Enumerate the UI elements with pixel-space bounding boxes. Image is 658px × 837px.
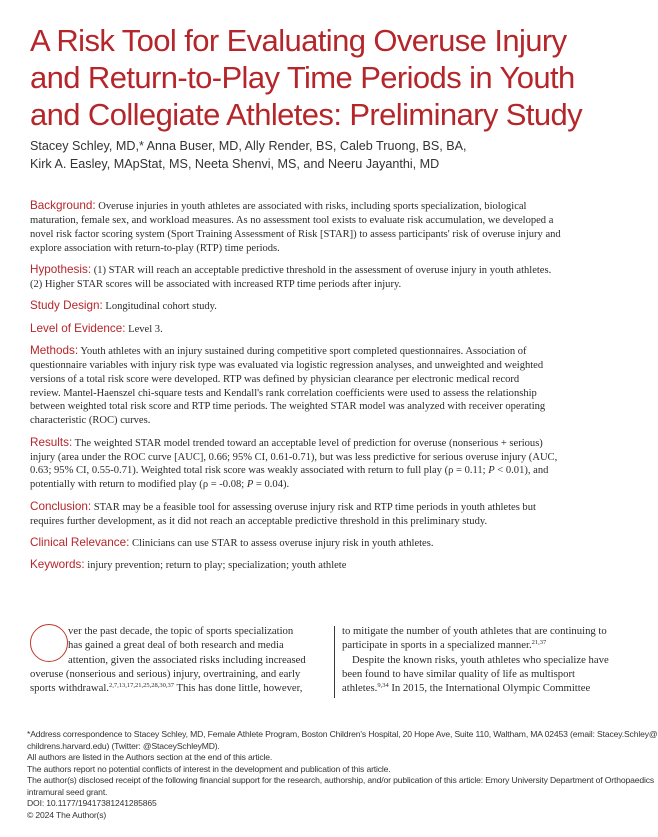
- line-text: This has done little, however,: [173, 682, 303, 695]
- footnote-line: All authors are listed in the Authors section at the end of this article.: [27, 752, 273, 762]
- abstract-line: characteristic (ROC) curves.: [30, 415, 151, 427]
- footnote-line: The author(s) disclosed receipt of the following financial support for the research, authorship, and/or publication of this article: Emory University Department of Orthopaedics: [27, 775, 655, 785]
- line-text: Longitudinal cohort study.: [102, 301, 217, 313]
- abstract-methods: [30, 344, 636, 428]
- section-label: Keywords:: [30, 558, 85, 572]
- line-text: (1) STAR will reach an acceptable predictive threshold in the assessment of overuse injury in youth athletes.: [91, 265, 552, 277]
- p-value-symbol: P: [488, 465, 495, 477]
- title-line: and Return-to-Play Time Periods in Youth: [30, 60, 575, 95]
- body-line: to mitigate the number of youth athletes that are continuing to: [342, 625, 607, 637]
- author-list: [30, 137, 630, 173]
- abstract-line: [30, 500, 636, 515]
- abstract-line: [30, 436, 636, 451]
- section-label: Results:: [30, 435, 73, 449]
- section-label: Background:: [30, 199, 96, 212]
- section-label: Conclusion:: [30, 499, 92, 513]
- line-text: STAR may be a feasible tool for assessing overuse injury risk and RTP time periods in youth athletes but: [91, 501, 536, 513]
- footnote-line: *Address correspondence to Stacey Schley, MD, Female Athlete Program, Boston Children's Hospital, 20 Hope Ave, Suite 110, Waltham, MA 02453 (email: Stacey.Schley@: [27, 729, 658, 739]
- abstract-line: explore association with return-to-play (RTP) time periods.: [30, 242, 280, 254]
- line-text: < 0.01), and: [494, 465, 549, 477]
- section-label: Clinical Relevance:: [30, 535, 130, 549]
- abstract-line: [30, 536, 636, 551]
- abstract-line: requires further development, as it did not reach an acceptable predictive threshold in this preliminary study.: [30, 515, 488, 527]
- section-label: Hypothesis:: [30, 263, 92, 277]
- body-line: Despite the known risks, youth athletes who specialize have: [352, 653, 609, 666]
- line-text: Youth athletes with an injury sustained during competitive sport completed questionnaires. Association of: [78, 345, 527, 357]
- abstract-line: [30, 299, 636, 314]
- abstract-line: [30, 263, 636, 278]
- line-text: Overuse injuries in youth athletes are associated with risks, including sports specialization, biological: [95, 201, 527, 212]
- line-text: Level 3.: [125, 323, 163, 335]
- line-text: sports withdrawal.: [30, 682, 109, 695]
- line-text: participate in sports in a specialized manner.: [342, 639, 532, 652]
- title-line: A Risk Tool for Evaluating Overuse Injury: [30, 23, 567, 58]
- footnote-line: childrens.harvard.edu) (Twitter: @StaceySchleyMD).: [27, 740, 220, 751]
- author-line: Kirk A. Easley, MApStat, MS, Neeta Shenvi, MS, and Neeru Jayanthi, MD: [30, 157, 440, 171]
- line-text: 0.63; 95% CI, 0.55-0.71). Weighted total risk score was weakly associated with return to full play (ρ = 0.11;: [30, 465, 489, 477]
- citation[interactable]: 9,34: [377, 682, 389, 690]
- title-line: and Collegiate Athletes: Preliminary Study: [30, 97, 583, 132]
- body-line: [30, 681, 312, 695]
- abstract-results: [30, 436, 636, 493]
- column-divider: [334, 626, 335, 698]
- line-text: potentially with return to modified play (ρ = -0.08;: [30, 479, 247, 491]
- abstract-line: injury (area under the ROC curve [AUC], 0.66; 95% CI, 0.61-0.71), but was less predictive for serious overuse injury (AUC,: [30, 451, 558, 463]
- abstract-line: [30, 199, 636, 214]
- citation[interactable]: 21,37: [531, 639, 547, 647]
- body-line: overuse (nonserious and serious) injury, overtraining, and early: [30, 667, 301, 680]
- abstract-hypothesis: [30, 263, 636, 292]
- body-text: [30, 624, 636, 704]
- left-column: [30, 624, 312, 695]
- abstract-keywords: [30, 558, 636, 573]
- line-text: = 0.04).: [253, 479, 290, 491]
- abstract-level-of-evidence: [30, 322, 636, 337]
- abstract-line: maturation, female sex, and workload measures. As no assessment tool exists to evaluate risk accumulation, we developed a: [30, 214, 554, 226]
- line-text: Clinicians can use STAR to assess overuse injury risk in youth athletes.: [129, 537, 434, 549]
- abstract-line: review. Mantel-Haenszel chi-square tests and Kendall's rank correlation coefficients were used to assess the relationship: [30, 387, 537, 399]
- abstract-background: [30, 199, 636, 256]
- abstract-line: [30, 558, 636, 573]
- abstract-clinical-relevance: [30, 536, 636, 551]
- drop-cap-o: [30, 624, 68, 662]
- body-line: been found to have similar quality of life as multisport: [342, 667, 575, 680]
- body-line: ver the past decade, the topic of sports specialization: [68, 625, 294, 637]
- citation[interactable]: 2,7,13,17,21,25,28,30,37: [108, 682, 174, 690]
- section-label: Study Design:: [30, 299, 103, 313]
- line-text: In 2015, the International Olympic Committee: [388, 682, 591, 695]
- line-text: The weighted STAR model trended toward an acceptable level of prediction for overuse (nonserious + serious): [72, 437, 543, 449]
- footnotes: [27, 729, 658, 821]
- abstract-line: [30, 322, 636, 337]
- body-line: [342, 638, 638, 652]
- abstract-line: [30, 344, 636, 359]
- abstract: [30, 199, 636, 580]
- p-value-symbol: P: [246, 479, 254, 491]
- abstract-line: versions of a total risk score were developed. RTP was defined by physician clearance per electronic medical record: [30, 373, 520, 385]
- abstract-line: [30, 464, 636, 478]
- body-line: [342, 681, 638, 695]
- section-label: Methods:: [30, 343, 79, 357]
- body-line: has gained a great deal of both research and media: [68, 639, 284, 652]
- article-title: [30, 22, 640, 133]
- copyright: © 2024 The Author(s): [27, 809, 107, 820]
- abstract-conclusion: [30, 500, 636, 529]
- section-label: Level of Evidence:: [30, 321, 126, 335]
- abstract-study-design: [30, 299, 636, 314]
- author-line: Stacey Schley, MD,* Anna Buser, MD, Ally Render, BS, Caleb Truong, BS, BA,: [30, 139, 467, 153]
- doi-link[interactable]: DOI: 10.1177/19417381241285865: [27, 798, 157, 808]
- abstract-line: (2) Higher STAR scores will be associated with increased RTP time periods after injury.: [30, 278, 402, 290]
- abstract-line: novel risk factor scoring system (Sport Training Assessment of Risk [STAR]) to assess participants' risk of overuse injury and: [30, 228, 561, 240]
- line-text: injury prevention; return to play; specialization; youth athlete: [84, 560, 347, 572]
- abstract-line: between weighted total risk score and RTP time periods. The weighted STAR model was analyzed with receiver operating: [30, 401, 546, 413]
- abstract-line: [30, 478, 636, 492]
- line-text: athletes.: [342, 682, 378, 695]
- right-column: [342, 624, 638, 695]
- abstract-line: questionnaire variables with injury risk type was evaluated via logistic regression analyses, and unweighted and weighted: [30, 359, 544, 371]
- footnote-line: intramural seed grant.: [27, 786, 108, 797]
- footnote-line: The authors report no potential conflicts of interest in the development and publication of this article.: [27, 763, 391, 774]
- body-line: attention, given the associated risks including increased: [68, 653, 306, 666]
